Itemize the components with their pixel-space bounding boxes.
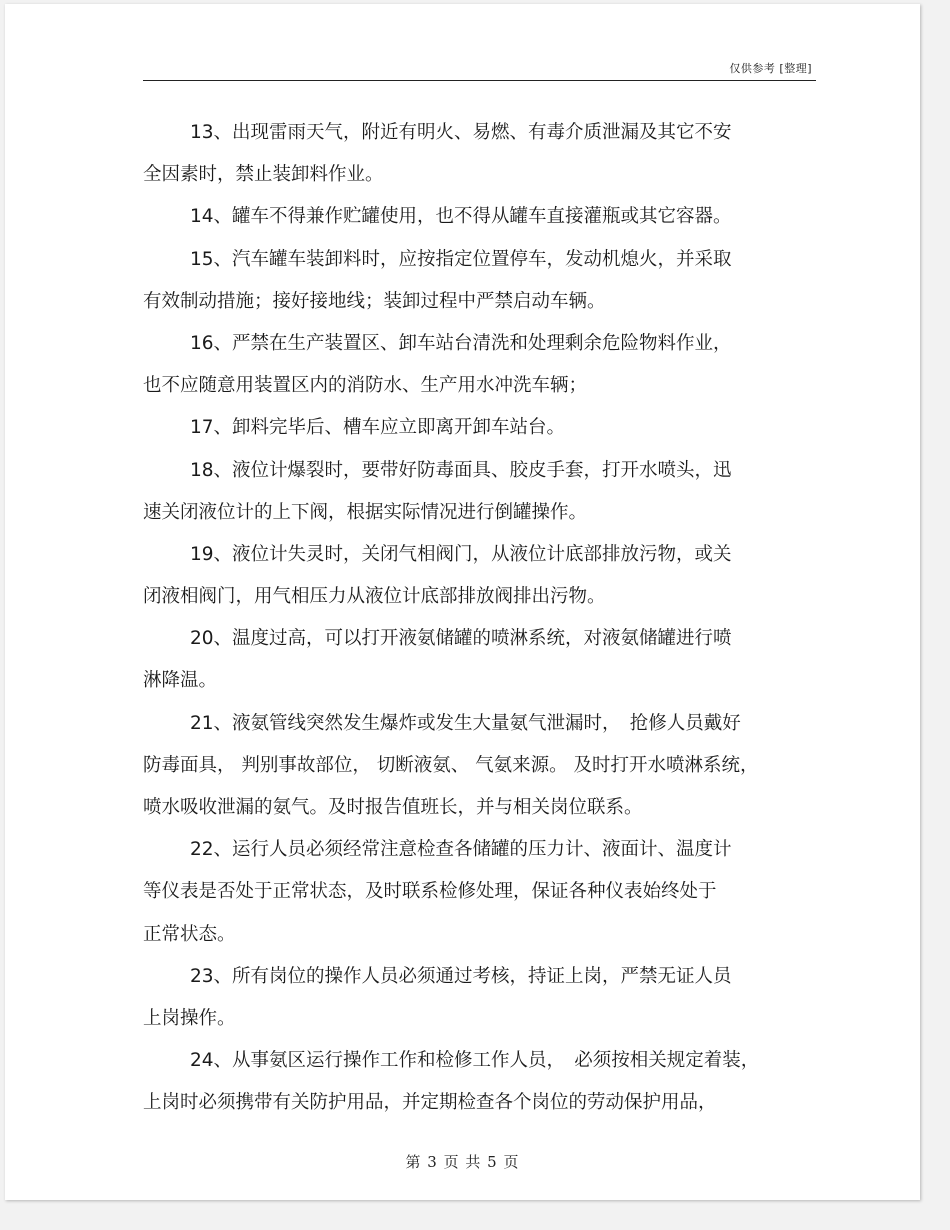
text-line: 喷水吸收泄漏的氨气。及时报告值班长，并与相关岗位联系。 <box>143 797 643 818</box>
text-line: 22、运行人员必须经常注意检查各储罐的压力计、液面计、温度计 <box>190 839 732 861</box>
header-label: 仅供参考 [整理] <box>729 62 812 75</box>
document-body <box>143 112 813 1125</box>
paragraph <box>143 534 813 618</box>
text-line: 全因素时，禁止装卸料作业。 <box>143 164 384 186</box>
page-footer: 第 3 页 共 5 页 <box>405 1153 520 1171</box>
paragraph <box>143 703 813 830</box>
paragraph <box>143 323 813 407</box>
paragraph <box>143 112 813 196</box>
paragraph <box>143 407 813 449</box>
text-line: 14、罐车不得兼作贮罐使用，也不得从罐车直接灌瓶或其它容器。 <box>190 206 732 228</box>
text-line: 15、汽车罐车装卸料时，应按指定位置停车，发动机熄火，并采取 <box>190 248 732 270</box>
text-line: 13、出现雷雨天气，附近有明火、易燃、有毒介质泄漏及其它不安 <box>190 122 732 143</box>
text-line: 上岗操作。 <box>143 1007 236 1029</box>
document-page <box>5 4 920 1200</box>
text-line: 速关闭液位计的上下阀，根据实际情况进行倒罐操作。 <box>143 501 588 523</box>
text-line: 淋降温。 <box>143 670 218 692</box>
text-line: 21、液氨管线突然发生爆炸或发生大量氨气泄漏时， 抢修人员戴好 <box>190 712 741 734</box>
text-line: 等仪表是否处于正常状态，及时联系检修处理，保证各种仪表始终处于 <box>143 881 717 903</box>
paragraph <box>143 239 813 323</box>
text-line: 20、温度过高，可以打开液氨储罐的喷淋系统，对液氨储罐进行喷 <box>190 628 732 650</box>
paragraph <box>143 1040 813 1124</box>
page-header <box>143 58 816 81</box>
text-line: 16、严禁在生产装置区、卸车站台清洗和处理剩余危险物料作业， <box>190 332 732 354</box>
text-line: 防毒面具， 判别事故部位， 切断液氨、 气氨来源。 及时打开水喷淋系统， <box>143 754 759 776</box>
text-line: 闭液相阀门，用气相压力从液位计底部排放阀排出污物。 <box>143 586 606 608</box>
text-line: 24、从事氨区运行操作工作和检修工作人员， 必须按相关规定着装， <box>190 1050 760 1072</box>
text-line: 23、所有岗位的操作人员必须通过考核，持证上岗，严禁无证人员 <box>190 965 732 987</box>
text-line: 有效制动措施；接好接地线；装卸过程中严禁启动车辆。 <box>143 290 606 312</box>
text-line: 也不应随意用装置区内的消防水、生产用水冲洗车辆； <box>143 375 588 397</box>
paragraph <box>143 618 813 702</box>
paragraph <box>143 829 813 956</box>
text-line: 17、卸料完毕后、槽车应立即离开卸车站台。 <box>190 417 566 439</box>
text-line: 上岗时必须携带有关防护用品，并定期检查各个岗位的劳动保护用品， <box>143 1092 717 1114</box>
paragraph <box>143 450 813 534</box>
text-line: 19、液位计失灵时，关闭气相阀门，从液位计底部排放污物，或关 <box>190 543 732 565</box>
text-line: 18、液位计爆裂时，要带好防毒面具、胶皮手套，打开水喷头，迅 <box>190 459 732 481</box>
text-line: 正常状态。 <box>143 923 236 945</box>
paragraph <box>143 196 813 238</box>
paragraph <box>143 956 813 1040</box>
